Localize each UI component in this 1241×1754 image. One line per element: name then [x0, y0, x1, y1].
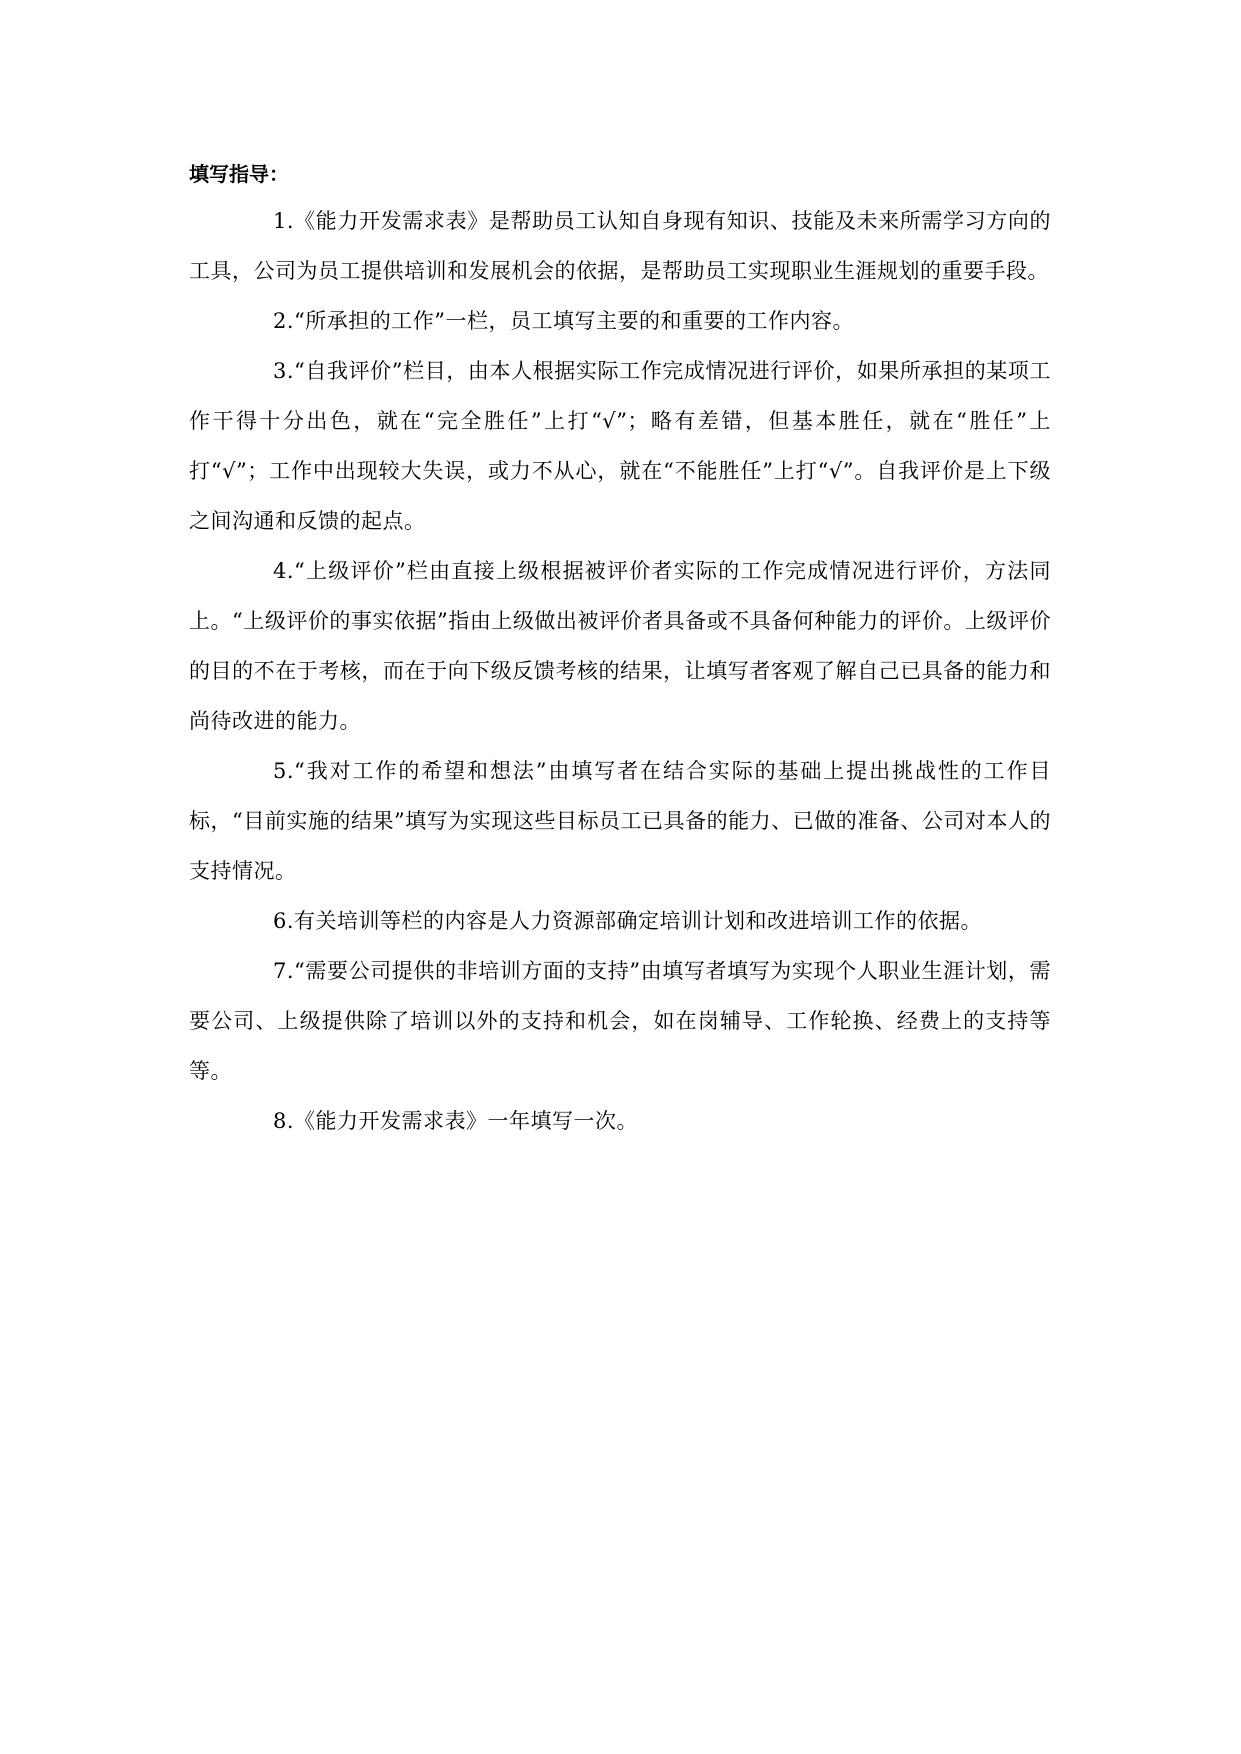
item-number: 8.	[273, 1109, 295, 1133]
item-number: 1.	[273, 209, 295, 233]
item-text: “自我评价”栏目，由本人根据实际工作完成情况进行评价，如果所承担的某项工作干得十分出色，就在“完全胜任”上打“√”；略有差错，但基本胜任，就在“胜任”上打“√”；工作中出现较大失误，或力不从心，就在“不能胜任”上打“√”。自我评价是上下级之间沟通和反馈的起点。	[189, 359, 1051, 533]
item-number: 3.	[273, 359, 295, 383]
item-text: 《能力开发需求表》是帮助员工认知自身现有知识、技能及未来所需学习方向的工具，公司为员工提供培训和发展机会的依据，是帮助员工实现职业生涯规划的重要手段。	[189, 209, 1051, 283]
item-text: “上级评价”栏由直接上级根据被评价者实际的工作完成情况进行评价，方法同上。“上级评价的事实依据”指由上级做出被评价者具备或不具备何种能力的评价。上级评价的目的不在于考核，而在于向下级反馈考核的结果，让填写者客观了解自己已具备的能力和尚待改进的能力。	[189, 559, 1051, 733]
guideline-item-6	[189, 896, 1051, 946]
guideline-item-2	[189, 296, 1051, 346]
guideline-item-1	[189, 196, 1051, 296]
item-text: “需要公司提供的非培训方面的支持”由填写者填写为实现个人职业生涯计划，需要公司、上级提供除了培训以外的支持和机会，如在岗辅导、工作轮换、经费上的支持等等。	[189, 959, 1051, 1083]
item-number: 2.	[273, 309, 295, 333]
guideline-item-3	[189, 346, 1051, 546]
item-number: 5.	[273, 759, 295, 783]
item-text: 有关培训等栏的内容是人力资源部确定培训计划和改进培训工作的依据。	[294, 909, 983, 933]
item-text: “所承担的工作”一栏，员工填写主要的和重要的工作内容。	[294, 309, 855, 333]
guideline-item-7	[189, 946, 1051, 1096]
guideline-item-8	[189, 1096, 1051, 1146]
section-heading: 填写指导：	[189, 162, 289, 186]
item-text: 《能力开发需求表》一年填写一次。	[294, 1109, 639, 1133]
guideline-item-4	[189, 546, 1051, 746]
item-number: 4.	[273, 559, 295, 583]
item-number: 7.	[273, 959, 295, 983]
item-number: 6.	[273, 909, 295, 933]
item-text: “我对工作的希望和想法”由填写者在结合实际的基础上提出挑战性的工作目标，“目前实施的结果”填写为实现这些目标员工已具备的能力、已做的准备、公司对本人的支持情况。	[189, 759, 1051, 883]
guideline-item-5	[189, 746, 1051, 896]
document-body	[189, 158, 1051, 1146]
